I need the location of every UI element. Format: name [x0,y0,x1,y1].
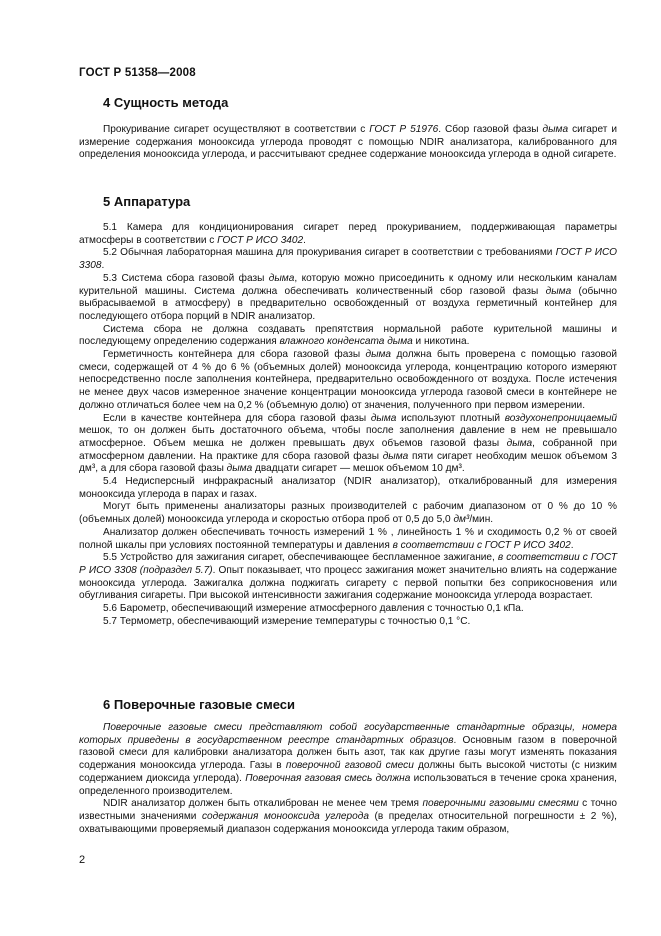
paragraph [79,798,617,836]
italic-term: дыма [545,285,572,297]
italic-term: ГОСТ Р ИСО 3308 [79,247,617,272]
text-run: сигарет и измерение содержания монооксида углерода проводят с помощью NDIR анализатора, калиброванного для определения монооксида углерода, и рассчитывают среднее содержание монооксида углерода в одной сигарете. [79,124,617,161]
text-run: . [101,260,105,272]
text-run: и никотина. [412,336,470,348]
text-run: /мин. [469,514,494,526]
paragraph [79,476,617,501]
text-run: 5.3 Система сбора газовой фазы [103,272,269,284]
italic-term: дыма [506,437,533,449]
italic-term: ГОСТ Р ИСО 3402 [217,234,304,246]
italic-term: дыма [542,124,569,135]
text-run: . [303,234,306,246]
italic-term: дыма [370,412,397,424]
italic-term: поверочной газовой смеси [285,760,414,772]
text-run: должна быть проверена с помощью газовой смеси, содержащей от 4 % до 6 % (объемных долей) монооксида углерода, концентрацию которого измеряют непосредственно после заполнения контейнера, предварительно освобожденного от воздуха. После истечения не менее двух часов измеренное значение концентрации монооксида углерода газовой смеси в контейнере не должно отличаться более чем на 0,2 % (объемную долю) от значения, полученного при первом измерении. [79,349,617,411]
text-run: пяти сигарет необходим мешок объемом 3 дм³, а для сбора газовой фазы [79,450,617,475]
text-run: . Опыт показывает, что процесс зажигания может значительно влиять на содержание монооксида углерода. Зажигалка должна поджигать сигарету с первой попытки без соприкосновения или обугливания сигареты. При высокой интенсивности зажигания содержание монооксида углерода возрастает. [79,564,617,602]
text-run: (в пределах относительной погрешности ± 2 %), охватывающими проверяемый диапазон содержания монооксида углерода таким образом, [79,810,617,835]
section-6-body [79,722,617,836]
text-run: . Сбор газовой фазы [438,124,543,135]
paragraph [79,552,617,603]
paragraph [79,349,617,413]
paragraph [79,247,617,272]
text-run: 5.1 Камера для кондиционирования сигарет перед прокуриванием, поддерживающая параметры атмосферы в соответствии с [79,222,617,246]
paragraph [79,527,617,552]
italic-term: в соответствии с ГОСТ Р ИСО 3402 [392,539,571,551]
text-run: Могут быть применены анализаторы разных производителей с рабочим диапазоном от 0 % до 10 % (объемных долей) монооксида углерода и скоростью отбора проб от 0,5 до 5,0 [79,501,617,526]
text-run: 5.2 Обычная лабораторная машина для прокуривания сигарет в соответствии с требованиями [103,247,556,259]
italic-term: воздухонепроницаемый [504,412,617,424]
text-run: . Основным газом в поверочной газовой смеси для калибровки анализатора должен быть азот, так как другие газы могут изменять показания содержания монооксида углерода. Газы в [79,734,617,772]
italic-term: содержания монооксида углерода [201,810,369,822]
italic-term: дыма [382,450,409,462]
italic-term: в соответствии с ГОСТ Р ИСО 3308 (подраздел 5.7) [79,552,617,576]
italic-term: дыма [365,349,392,361]
paragraph [79,616,617,629]
paragraph [79,124,617,162]
text-run: Прокуривание сигарет осуществляют в соответствии с [103,124,370,135]
text-run: Если в качестве контейнера для сбора газовой фазы [103,412,371,424]
section-4-title: 4 Сущность метода [103,95,229,110]
italic-term: дм³ [453,514,470,526]
text-run: Анализатор должен обеспечивать точность измерений 1 % , линейность 1 % и сходимость 0,2 % от своей полной шкалы при условиях постоянной температуры и давления [79,526,617,551]
text-run: 5.4 Недисперсный инфракрасный анализатор (NDIR анализатор), откалиброванный для измерения монооксида углерода в парах и газах. [79,476,617,500]
italic-term: поверочными газовыми смесями [422,798,579,810]
section-5-title: 5 Аппаратура [103,194,191,209]
standard-header: ГОСТ Р 51358—2008 [79,67,196,79]
text-run: с точно известными значениями [79,798,617,822]
text-run: должны быть высокой чистоты (с низким содержанием диоксида углерода). [79,760,617,784]
text-run: (обычно выбрасываемой в атмосферу) в предварительно освобожденный от воздуха герметичный контейнер для последующего отбора порций в NDIR анализатор. [79,285,617,322]
text-run: , которую можно присоединить к одному или нескольким каналам курительной машины. Система должна обеспечивать количественный сбор газовой фазы [79,272,617,297]
text-run: 5.6 Барометр, обеспечивающий измерение атмосферного давления с точностью 0,1 кПа. [103,603,524,615]
section-4-body [79,124,617,162]
paragraph [79,324,617,349]
text-run: 5.5 Устройство для зажигания сигарет, обеспечивающее беспламенное зажигание, [103,552,498,564]
italic-term: Поверочная газовая смесь должна [245,772,411,784]
text-run: , собранной при атмосферном давлении. На практике для сбора газовой фазы [79,437,617,462]
page-number: 2 [79,854,86,866]
section-6-title: 6 Поверочные газовые смеси [103,697,296,712]
paragraph [79,413,617,477]
text-run: используют плотный [396,412,505,424]
italic-term: Поверочные газовые смеси представляют собой государственные стандартные образцы, номера которых приведены в государственном реестре стандартных образцов [79,722,617,746]
italic-term: дыма [226,463,253,475]
paragraph [79,273,617,324]
text-run: Система сбора не должна создавать препятствия нормальной работе курительной машины и последующему определению содержания [79,323,617,348]
text-run: . [570,539,574,551]
italic-term: ГОСТ Р 51976 [369,124,439,135]
text-run: NDIR анализатор должен быть откалиброван не менее чем тремя [103,798,423,810]
paragraph [79,603,617,616]
text-run: Герметичность контейнера для сбора газовой фазы [103,349,366,361]
italic-term: влажного конденсата дыма [279,336,413,348]
paragraph [79,722,617,798]
italic-term: дыма [268,272,295,284]
text-run: использоваться в течение срока хранения, определенного производителем. [79,772,617,797]
text-run: двадцати сигарет — мешок объемом 10 дм³. [252,463,465,475]
paragraph [79,501,617,526]
text-run: 5.7 Термометр, обеспечивающий измерение температуры с точностью 0,1 °С. [103,615,471,627]
section-5-body [79,222,617,629]
text-run: мешок, то он должен быть достаточного объема, чтобы после заполнения давление в нем не превышало атмосферное. Объем мешка не должен превышать двух объемов газовой фазы [79,425,617,449]
paragraph [79,222,617,247]
